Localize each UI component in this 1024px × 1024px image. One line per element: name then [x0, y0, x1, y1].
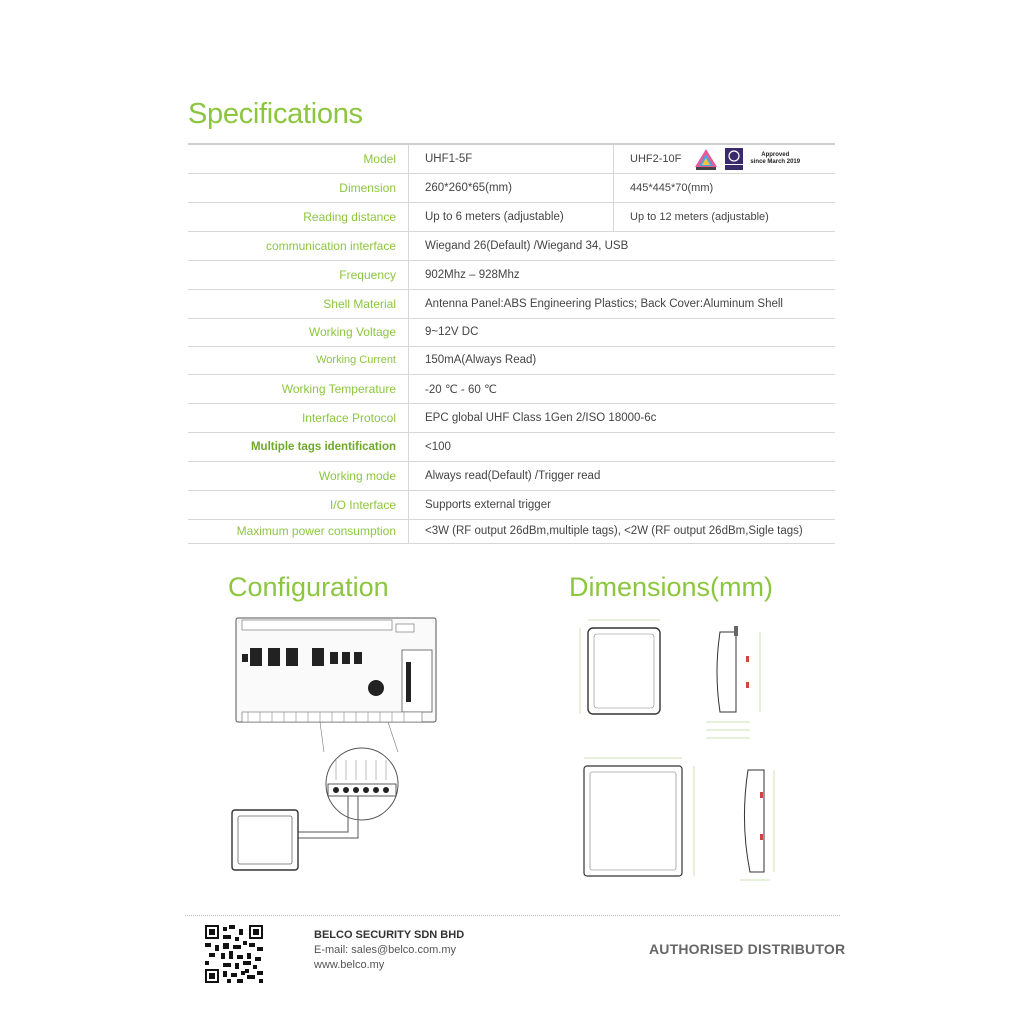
table-row — [188, 202, 835, 231]
approved-note — [750, 152, 800, 166]
qas-logo-icon — [724, 147, 744, 171]
table-row — [188, 403, 835, 432]
row-label: Interface Protocol — [188, 403, 409, 432]
table-row — [188, 289, 835, 318]
table-row — [188, 432, 835, 461]
certification-badges — [694, 147, 800, 171]
specifications-title: Specifications — [188, 98, 363, 130]
qr-code-icon — [205, 925, 263, 983]
chmm-logo-icon — [694, 148, 718, 170]
table-row — [188, 173, 835, 202]
row-value: Wiegand 26(Default) /Wiegand 34, USB — [409, 231, 836, 260]
row-label: Model — [188, 144, 409, 173]
row-value: 902Mhz – 928Mhz — [409, 260, 836, 289]
row-value: Antenna Panel:ABS Engineering Plastics; Back Cover:Aluminum Shell — [409, 289, 836, 318]
row-label: Maximum power consumption — [188, 519, 409, 543]
row-label: Reading distance — [188, 202, 409, 231]
row-value: <100 — [409, 432, 836, 461]
row-value: Up to 6 meters (adjustable) — [409, 202, 614, 231]
table-row — [188, 231, 835, 260]
approved-label: Approved — [761, 151, 790, 158]
configuration-diagram — [228, 612, 458, 874]
table-row — [188, 461, 835, 490]
row-label: Dimension — [188, 173, 409, 202]
row-value-alt: 445*445*70(mm) — [614, 173, 836, 202]
table-row — [188, 260, 835, 289]
table-row — [188, 346, 835, 374]
row-value: -20 ℃ - 60 ℃ — [409, 374, 836, 403]
terminal-zoom-icon — [326, 748, 398, 820]
table-row — [188, 318, 835, 346]
row-label: Multiple tags identification — [188, 432, 409, 461]
approved-since: since March 2019 — [750, 158, 801, 165]
company-name: BELCO SECURITY SDN BHD — [314, 929, 465, 941]
specifications-table — [188, 143, 835, 544]
row-value: <3W (RF output 26dBm,multiple tags), <2W (RF output 26dBm,Sigle tags) — [409, 519, 836, 543]
row-value-alt: Up to 12 meters (adjustable) — [614, 202, 836, 231]
row-label: Shell Material — [188, 289, 409, 318]
footer-divider — [185, 915, 840, 916]
row-value: UHF1-5F — [409, 144, 614, 173]
table-row — [188, 490, 835, 519]
authorised-distributor: AUTHORISED DISTRIBUTOR — [649, 941, 846, 957]
uhf-reader-icon — [232, 810, 298, 870]
table-row — [188, 144, 835, 173]
company-email[interactable]: E-mail: sales@belco.com.my — [314, 944, 456, 956]
row-value: Supports external trigger — [409, 490, 836, 519]
controller-board-icon — [236, 618, 436, 722]
company-website[interactable]: www.belco.my — [314, 959, 385, 971]
row-label: Working mode — [188, 461, 409, 490]
table-row — [188, 374, 835, 403]
dimensions-title: Dimensions(mm) — [569, 572, 774, 602]
row-value: EPC global UHF Class 1Gen 2/ISO 18000-6c — [409, 403, 836, 432]
row-value-alt — [614, 144, 836, 173]
row-label: Working Voltage — [188, 318, 409, 346]
row-value: Always read(Default) /Trigger read — [409, 461, 836, 490]
row-label: communication interface — [188, 231, 409, 260]
row-label: Working Temperature — [188, 374, 409, 403]
row-label: Working Current — [188, 346, 409, 374]
row-value: 260*260*65(mm) — [409, 173, 614, 202]
row-value: 150mA(Always Read) — [409, 346, 836, 374]
row-label: I/O Interface — [188, 490, 409, 519]
table-row — [188, 519, 835, 543]
row-label: Frequency — [188, 260, 409, 289]
row-value: 9~12V DC — [409, 318, 836, 346]
dimension-drawing-icon — [570, 612, 790, 887]
configuration-title: Configuration — [228, 572, 389, 602]
model-alt: UHF2-10F — [630, 152, 682, 165]
